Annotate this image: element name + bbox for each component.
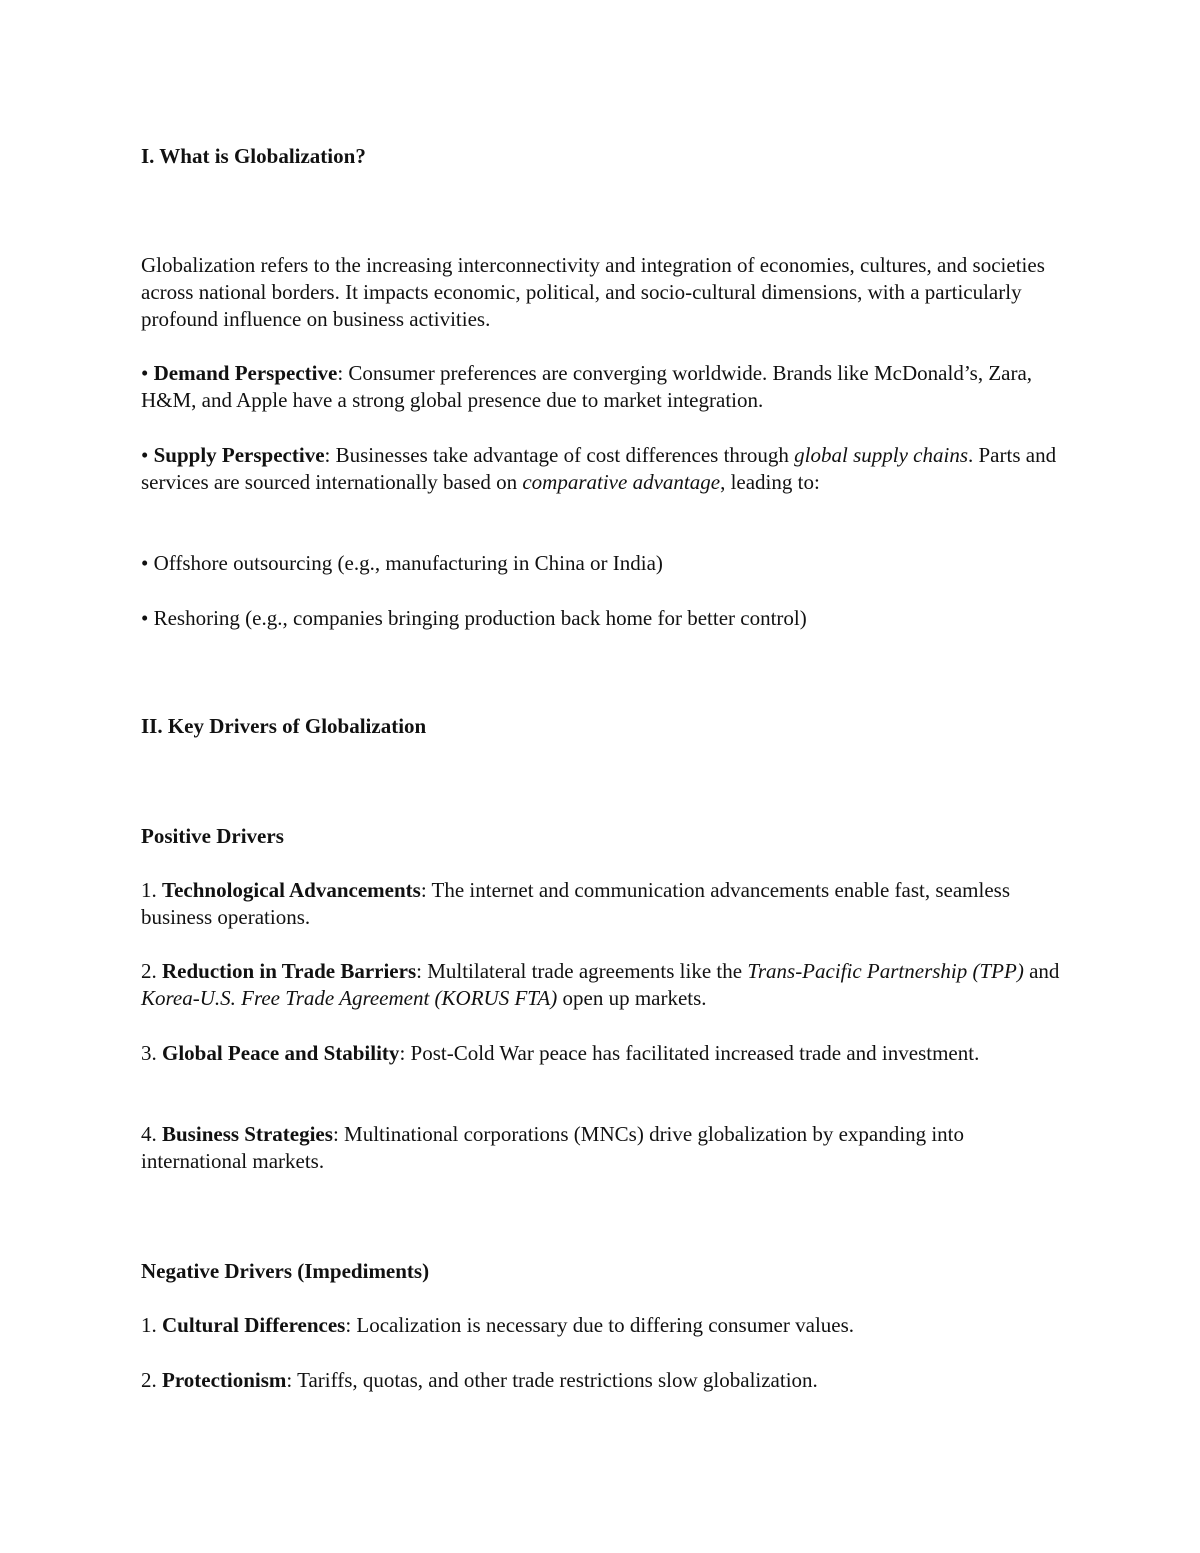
item-number: 2. xyxy=(141,1368,162,1392)
item-number: 1. xyxy=(141,878,162,902)
supply-perspective-paragraph xyxy=(141,442,1061,496)
demand-perspective-text: : Consumer preferences are converging worldwide. Brands like McDonald’s, Zara, H&M, and Apple have a strong global presence due to market integration. xyxy=(141,361,1033,412)
supply-perspective-text: . Parts and services are sourced internationally based on xyxy=(141,443,1057,494)
item-number: 3. xyxy=(141,1041,162,1065)
demand-perspective-term: Demand Perspective xyxy=(153,361,338,385)
item-text: : The internet and communication advancements enable fast, seamless business operations. xyxy=(141,878,1010,929)
item-term: Cultural Differences xyxy=(162,1313,346,1337)
list-item-reshoring: • Reshoring (e.g., companies bringing production back home for better control) xyxy=(141,606,807,630)
supply-perspective-text: , leading to: xyxy=(720,470,820,494)
list-item-offshore-outsourcing: • Offshore outsourcing (e.g., manufacturing in China or India) xyxy=(141,551,663,575)
intro-paragraph: Globalization refers to the increasing interconnectivity and integration of economies, cultures, and societies across national borders. It impacts economic, political, and socio-cultural dimensions, with a particularly profound influence on business activities. xyxy=(141,253,1045,331)
section-heading-what-is-globalization: I. What is Globalization? xyxy=(141,144,366,168)
item-term: Business Strategies xyxy=(162,1122,333,1146)
item-term: Technological Advancements xyxy=(162,878,421,902)
bullet: • xyxy=(141,361,154,385)
bullet: • xyxy=(141,443,154,467)
item-term: Global Peace and Stability xyxy=(162,1041,400,1065)
item-text: open up markets. xyxy=(557,986,707,1010)
item-number: 1. xyxy=(141,1313,162,1337)
list-item-protectionism xyxy=(141,1367,1061,1394)
item-text: and xyxy=(1023,959,1060,983)
list-item-global-peace-and-stability xyxy=(141,1040,1061,1067)
item-number: 4. xyxy=(141,1122,162,1146)
list-item-cultural-differences xyxy=(141,1312,1061,1339)
item-text: : Multinational corporations (MNCs) drive globalization by expanding into international markets. xyxy=(141,1122,964,1173)
section-heading-key-drivers: II. Key Drivers of Globalization xyxy=(141,714,427,738)
item-term: Reduction in Trade Barriers xyxy=(162,959,417,983)
item-text: : Tariffs, quotas, and other trade restrictions slow globalization. xyxy=(286,1368,818,1392)
comparative-advantage-emphasis: comparative advantage xyxy=(522,470,721,494)
item-term: Protectionism xyxy=(162,1368,287,1392)
item-text: : Localization is necessary due to differing consumer values. xyxy=(345,1313,855,1337)
korus-fta-emphasis: Korea-U.S. Free Trade Agreement (KORUS FTA) xyxy=(141,986,558,1010)
item-text: : Post-Cold War peace has facilitated increased trade and investment. xyxy=(399,1041,980,1065)
demand-perspective-paragraph xyxy=(141,360,1061,414)
subheading-negative-drivers: Negative Drivers (Impediments) xyxy=(141,1259,430,1283)
tpp-emphasis: Trans-Pacific Partnership (TPP) xyxy=(747,959,1024,983)
list-item-business-strategies xyxy=(141,1121,1061,1175)
list-item-technological-advancements xyxy=(141,877,1061,931)
list-item-reduction-in-trade-barriers xyxy=(141,958,1061,1012)
item-number: 2. xyxy=(141,959,162,983)
subheading-positive-drivers: Positive Drivers xyxy=(141,824,284,848)
item-text: : Multilateral trade agreements like the xyxy=(416,959,748,983)
supply-perspective-text: : Businesses take advantage of cost differences through xyxy=(324,443,795,467)
supply-perspective-term: Supply Perspective xyxy=(153,443,325,467)
supply-chains-emphasis: global supply chains xyxy=(794,443,968,467)
